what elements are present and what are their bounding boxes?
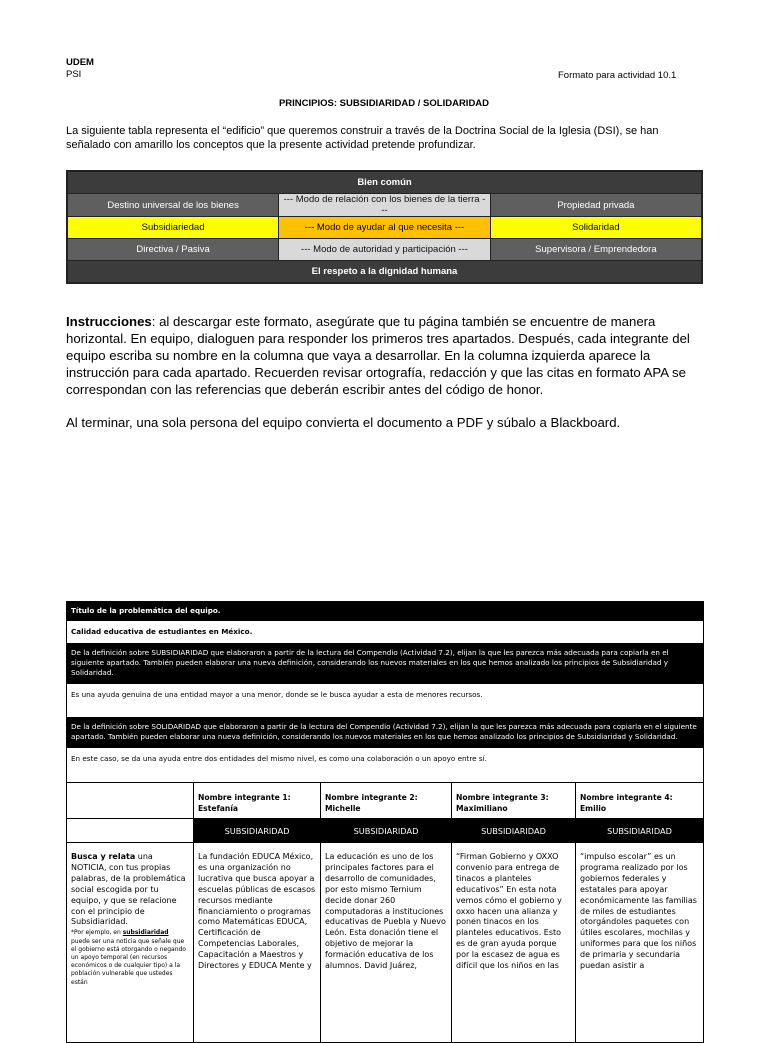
problem-title-label: Título de la problemática del equipo. (67, 602, 704, 621)
table-row (67, 684, 704, 718)
dsi-row-1 (67, 194, 702, 217)
member-label: Nombre integrante 3: (456, 793, 549, 802)
department-name: PSI (66, 69, 82, 80)
member-label: Nombre integrante 1: (198, 793, 291, 802)
section-header: SUBSIDIARIDAD (321, 819, 452, 843)
member-name-cell[interactable] (452, 783, 576, 819)
dsi-bottom-cell: El respeto a la dignidad humana (67, 261, 702, 284)
dsi-row-bottom (67, 261, 702, 284)
table-row (67, 843, 704, 1043)
instruction-text: una NOTICIA, con tus propias palabras, de la problemática social escogida por tu equipo, y que se relacione con el principio de Subsidiaridad. (71, 852, 186, 927)
dsi-row-3 (67, 239, 702, 261)
dsi-cell: Supervisora / Emprendedora (490, 239, 702, 261)
table-row (67, 644, 704, 684)
subsidiaridad-prompt: De la definición sobre SUBSIDIARIDAD que elaboraron a partir de la lectura del Compendio (Actividad 7.2), elijan la que les parezca más adecuada para copiarla en el siguiente apartado. También pueden elaborar una nueva definición, considerando los nuevos materiales en los que hemos analizado los principios de Subsidiaridad y Solidaridad. (67, 644, 704, 684)
document-title: PRINCIPIOS: SUBSIDIARIDAD / SOLIDARIDAD (278, 98, 490, 109)
member-name-cell[interactable] (576, 783, 704, 819)
dsi-building-table (66, 170, 703, 284)
member-answer-cell[interactable]: “Firman Gobierno y OXXO convenio para entrega de tinacos a planteles educativos” En esta nota vemos cómo el gobierno y oxxo hacen una alianza y ponen tinacos en los planteles educativos. Esto es de gran ayuda porque por la escasez de agua es difícil que los niños en las (452, 843, 576, 1043)
section-header: SUBSIDIARIDAD (452, 819, 576, 843)
member-name: Maximiliano (456, 804, 508, 813)
section-header: SUBSIDIARIDAD (576, 819, 704, 843)
dsi-row-top (67, 171, 702, 194)
dsi-cell: Directiva / Pasiva (67, 239, 279, 261)
section-header: SUBSIDIARIDAD (194, 819, 321, 843)
dsi-row-2 (67, 217, 702, 239)
member-name-cell[interactable] (194, 783, 321, 819)
finish-paragraph: Al terminar, una sola persona del equipo convierta el documento a PDF y súbalo a Blackboard. (66, 415, 621, 430)
member-label: Nombre integrante 4: (580, 793, 673, 802)
member-name: Michelle (325, 804, 361, 813)
left-instruction-cell (67, 843, 194, 1043)
dsi-top-cell: Bien común (67, 171, 702, 194)
format-label: Formato para actividad 10.1 (558, 70, 677, 81)
solidaridad-definition[interactable]: En este caso, se da una ayuda entre dos entidades del mismo nivel, es como una colaboración o un apoyo entre sí. (67, 748, 704, 783)
instructions-text: : al descargar este formato, asegúrate que tu página también se encuentre de manera horizontal. En equipo, dialoguen para responder los primeros tres apartados. Después, cada integrante del equipo escriba su nombre en la columna que vaya a desarrollar. En la columna izquierda aparece la instrucción para cada apartado. Recuerden revisar ortografía, redacción y que las citas en formato APA se correspondan con las referencias que deberán escribir antes del código de honor. (66, 314, 690, 397)
instructions-lead: Instrucciones (66, 314, 152, 329)
table-row (67, 819, 704, 843)
member-name-cell[interactable] (321, 783, 452, 819)
member-label: Nombre integrante 2: (325, 793, 418, 802)
instruction-bold: Busca y relata (71, 852, 136, 861)
dsi-cell-highlight: Subsidiariedad (67, 217, 279, 239)
instructions-paragraph (66, 313, 706, 398)
subsidiaridad-definition[interactable]: Es una ayuda genuina de una entidad mayor a una menor, donde se le busca ayudar a esta de menores recursos. (67, 684, 704, 718)
dsi-cell-highlight: --- Modo de ayudar al que necesita --- (279, 217, 491, 239)
intro-paragraph: La siguiente tabla representa el “edificio” que queremos construir a través de la Doctrina Social de la Iglesia (DSI), se han señalado con amarillo los conceptos que la presente actividad pretende profundizar. (66, 125, 659, 151)
member-answer-cell[interactable]: La educación es uno de los principales factores para el desarrollo de comunidades, por esto mismo Ternium decide donar 260 computadoras a instituciones educativas de Puebla y Nuevo León. Esta donación tiene el objetivo de mejorar la formación educativa de los alumnos. David Juárez, (321, 843, 452, 1043)
instruction-example: *Por ejemplo, en subsidiaridad puede ser una noticia que señale que el gobierno está otorgando o negando un apoyo temporal (en recursos económicos o de cualquier tipo) a la población vulnerable que ustedes están (71, 929, 186, 986)
table-row (67, 718, 704, 748)
member-name: Estefanía (198, 804, 239, 813)
team-worksheet-table (66, 601, 704, 1043)
table-row (67, 602, 704, 621)
blank-cell (67, 783, 194, 819)
dsi-cell: Destino universal de los bienes (67, 194, 279, 217)
dsi-cell: Propiedad privada (490, 194, 702, 217)
institution-name: UDEM (66, 57, 94, 68)
member-name: Emilio (580, 804, 607, 813)
table-row (67, 783, 704, 819)
dsi-cell: --- Modo de relación con los bienes de la tierra --- (279, 194, 491, 217)
solidaridad-prompt: De la definición sobre SOLIDARIDAD que elaboraron a partir de la lectura del Compendio (Actividad 7.2), elijan la que les parezca más adecuada para copiarla en el siguiente apartado. También pueden elaborar una nueva definición, considerando los nuevos materiales en los que hemos analizado los principios de Subsidiaridad y Solidaridad. (67, 718, 704, 748)
dsi-cell: --- Modo de autoridad y participación --- (279, 239, 491, 261)
member-answer-cell[interactable]: La fundación EDUCA México, es una organización no lucrativa que busca apoyar a escuelas públicas de escasos recursos mediante financiamiento o programas como Matemáticas EDUCA, Certificación de Competencias Laborales, Capacitación a Maestros y Directores y EDUCA Mente y (194, 843, 321, 1043)
problem-title-value[interactable]: Calidad educativa de estudiantes en México. (67, 621, 704, 644)
table-row (67, 621, 704, 644)
table-row (67, 748, 704, 783)
blank-cell (67, 819, 194, 843)
dsi-cell-highlight: Solidaridad (490, 217, 702, 239)
member-answer-cell[interactable]: “impulso escolar” es un programa realizado por los gobiernos federales y estatales para apoyar económicamente las familias de miles de estudiantes otorgándoles paquetes con útiles escolares, mochilas y uniformes para que los niños de primaria y secundaria puedan asistir a (576, 843, 704, 1043)
